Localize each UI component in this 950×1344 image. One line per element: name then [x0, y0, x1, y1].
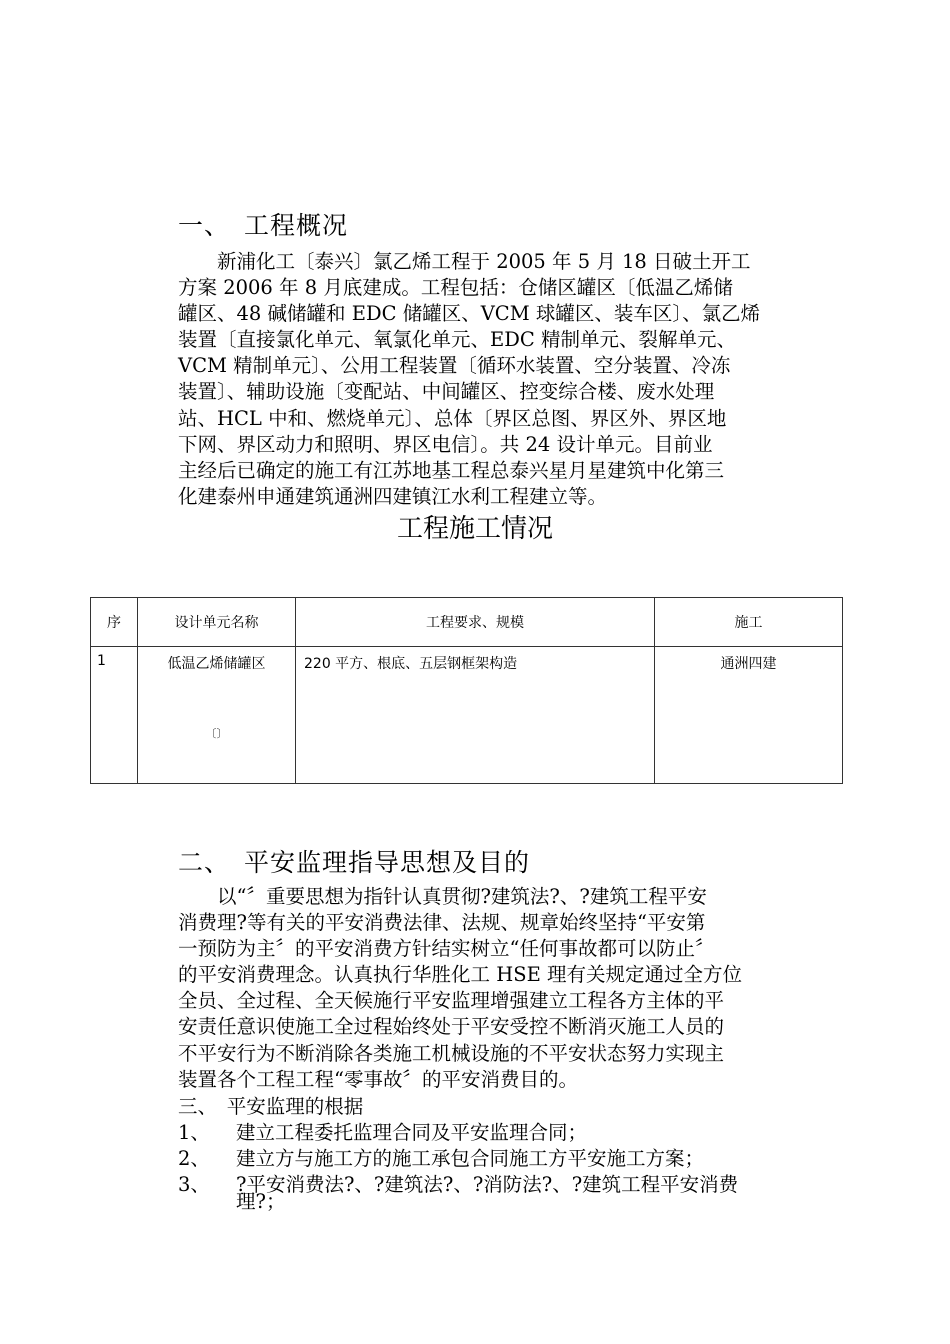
- list-item-number: 2、: [178, 1147, 210, 1170]
- table-row: [91, 647, 843, 784]
- table-title: 工程施工情况: [396, 514, 553, 544]
- paragraph-line: 装置各个工程工程“零事故〞的平安消费目的。: [178, 1067, 578, 1091]
- header-cell-no: 序: [91, 598, 138, 647]
- header-cell-contractor: 施工: [655, 598, 843, 647]
- cell-contractor: 通洲四建: [655, 647, 843, 784]
- paragraph-line: VCM 精制单元〕、公用工程装置〔循环水装置、空分装置、冷冻: [178, 354, 731, 378]
- unit-note: 〔〕: [205, 727, 228, 740]
- paragraph-line: 以“〞重要思想为指针认真贯彻?建筑法?、?建筑工程平安: [178, 885, 707, 908]
- table-header-row: [91, 598, 843, 647]
- list-item-number: 1、: [178, 1121, 210, 1144]
- header-cell-requirements: 工程要求、规模: [296, 598, 655, 647]
- paragraph-line: 装置〕、辅助设施〔变配站、中间罐区、控变综合楼、废水处理: [178, 380, 715, 404]
- header-cell-name: 设计单元名称: [138, 598, 296, 647]
- paragraph-line: 下网、界区动力和照明、界区电信〕。共 24 设计单元。目前业: [178, 432, 713, 456]
- section-1-title: 工程概况: [244, 211, 349, 240]
- paragraph-line: 消费理?等有关的平安消费法律、法规、规章始终坚持“平安第: [178, 911, 706, 935]
- paragraph-line: 不平安行为不断消除各类施工机械设施的不平安状态努力实现主: [178, 1041, 725, 1065]
- list-item-number: 3、: [178, 1173, 210, 1196]
- paragraph-line: 主经后已确定的施工有江苏地基工程总泰兴星月星建筑中化第三: [178, 458, 725, 482]
- paragraph-line: 装置〔直接氯化单元、氧氯化单元、EDC 精制单元、裂解单元、: [178, 328, 736, 352]
- construction-table: [90, 597, 843, 784]
- paragraph-line: 方案 2006 年 8 月底建成。工程包括：仓储区罐区〔低温乙烯储: [178, 276, 733, 300]
- section-2-number: 二、: [178, 848, 231, 877]
- paragraph-line: 化建泰州申通建筑通洲四建镇江水利工程建立等。: [178, 484, 608, 508]
- section-1-heading: [178, 206, 348, 242]
- list-item-text: 建立方与施工方的施工承包合同施工方平安施工方案；: [236, 1147, 705, 1170]
- section-3-heading: 三、 平安监理的根据: [178, 1095, 364, 1118]
- paragraph-line: 的平安消费理念。认真执行华胜化工 HSE 理有关规定通过全方位: [178, 963, 742, 987]
- list-item-text: ?平安消费法?、?建筑法?、?消防法?、?建筑工程平安消费: [236, 1173, 739, 1196]
- unit-name: 低温乙烯储罐区: [167, 656, 266, 672]
- paragraph-line: 一预防为主〞的平安消费方针结实树立“任何事故都可以防止〞: [178, 937, 715, 961]
- list-item-text: 建立工程委托监理合同及平安监理合同；: [236, 1121, 588, 1144]
- list-item-continuation: 理?；: [236, 1190, 286, 1213]
- section-1-number: 一、: [178, 211, 231, 240]
- paragraph-line: 站、HCL 中和、燃烧单元〕、总体〔界区总图、界区外、界区地: [178, 406, 727, 430]
- cell-name: [138, 647, 296, 784]
- cell-requirements: 220 平方、根底、五层钢框架构造: [296, 647, 655, 784]
- list-item: [178, 1146, 704, 1172]
- paragraph-line: 安责任意识使施工全过程始终处于平安受控不断消灭施工人员的: [178, 1015, 725, 1039]
- section-2-heading: [178, 843, 530, 879]
- list-item: [178, 1120, 587, 1146]
- section-2-paragraph: [178, 884, 804, 1093]
- cell-no: 1: [91, 647, 138, 784]
- section-1-paragraph: [178, 249, 804, 510]
- paragraph-line: 罐区、48 碱储罐和 EDC 储罐区、VCM 球罐区、装车区〕、氯乙烯: [178, 302, 761, 326]
- paragraph-line: 新浦化工〔泰兴〕氯乙烯工程于 2005 年 5 月 18 日破土开工: [178, 250, 751, 273]
- paragraph-line: 全员、全过程、全天候施行平安监理增强建立工程各方主体的平: [178, 989, 725, 1013]
- section-2-title: 平安监理指导思想及目的: [244, 848, 531, 877]
